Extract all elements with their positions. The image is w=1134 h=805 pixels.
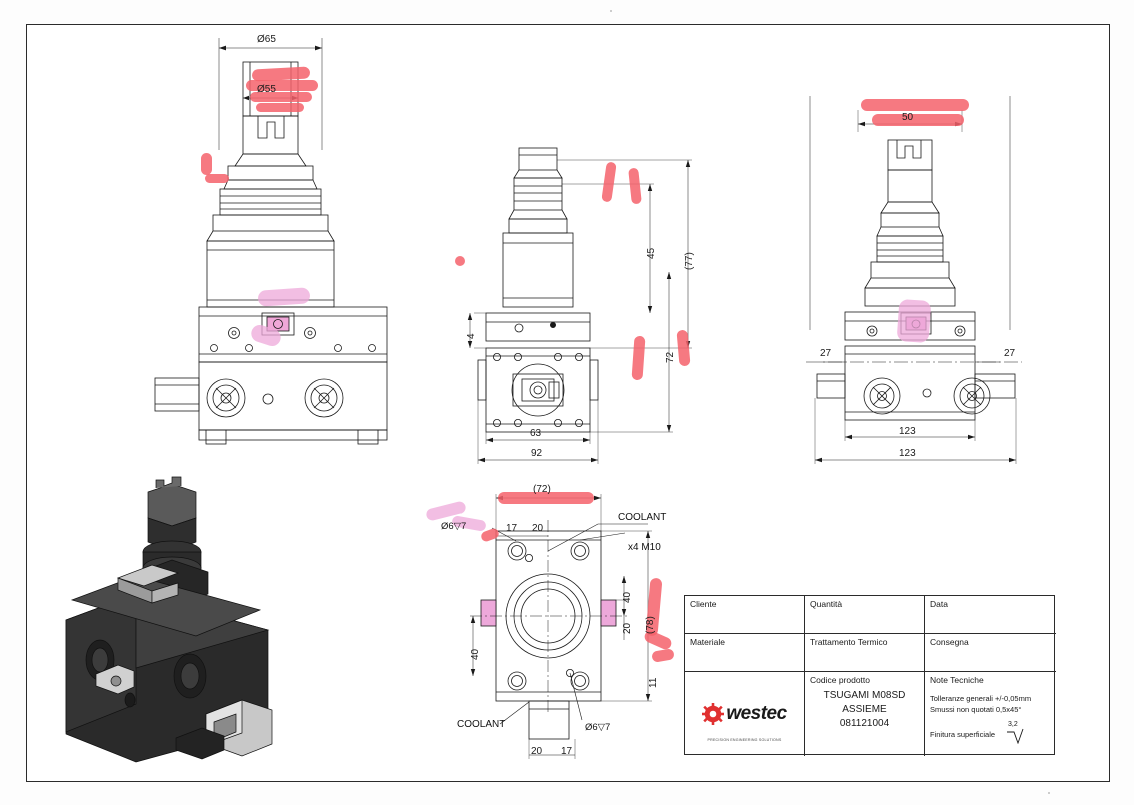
dimension-d-17b: 17 (561, 746, 573, 757)
titleblock-cell-logo (685, 672, 805, 756)
highlight-dot (455, 256, 465, 266)
note-line-3: Finitura superficiale (930, 730, 996, 739)
titleblock-cell-data (925, 596, 1056, 634)
dimension-d-45: 45 (646, 247, 657, 259)
dimension-d-63: 63 (530, 428, 542, 439)
westec-logo-subtext: PRECISION ENGINEERING SOLUTIONS (707, 738, 782, 742)
dimension-d-72p: (72) (533, 484, 551, 495)
surface-finish-symbol-icon (1006, 728, 1024, 744)
dimension-d-20b: 20 (531, 746, 543, 757)
dimension-d-40r: 40 (622, 591, 633, 603)
note-line-2: Smussi non quotati 0,5x45° (930, 705, 1022, 714)
titleblock-cell-product-code (805, 672, 925, 756)
dimension-d-4: 4 (466, 333, 477, 339)
callout-hole-right: Ø6▽7 (585, 722, 611, 733)
titleblock-label-codice-prodotto: Codice prodotto (810, 675, 871, 685)
callout-coolant-top: COOLANT (618, 512, 667, 523)
title-block (684, 595, 1055, 755)
dimension-d-50: 50 (902, 112, 914, 123)
surface-finish-value: 3,2 (1008, 721, 1018, 728)
dimension-d-20r: 20 (622, 622, 633, 634)
titleblock-label-note-tecniche: Note Tecniche (930, 675, 984, 685)
titleblock-label-trattamento: Trattamento Termico (810, 637, 888, 647)
titleblock-label-data: Data (930, 599, 948, 609)
product-code-line-2: ASSIEME (842, 704, 887, 715)
titleblock-cell-quantita (805, 596, 925, 634)
highlight-mark-pink (897, 299, 932, 343)
titleblock-cell-materiale (685, 634, 805, 672)
highlight-mark (861, 99, 969, 111)
dimension-d-123a: 123 (899, 426, 916, 437)
dimension-d-55: Ø55 (257, 84, 276, 95)
view-front-center (468, 148, 692, 464)
titleblock-label-quantita: Quantità (810, 599, 843, 609)
westec-logo (702, 703, 786, 725)
view-side-right (806, 96, 1022, 464)
dimension-d-27a: 27 (820, 348, 832, 359)
callout-coolant-bottom: COOLANT (457, 719, 506, 730)
note-line-1: Tolleranze generali +/-0,05mm (930, 694, 1032, 703)
callout-hole-left: Ø6▽7 (441, 521, 467, 532)
titleblock-cell-consegna (925, 634, 1056, 672)
callout-m10: x4 M10 (628, 542, 661, 553)
highlight-mark (872, 114, 964, 126)
dimension-d-72: 72 (665, 351, 676, 363)
dimension-d-40l: 40 (470, 648, 481, 660)
titleblock-cell-trattamento (805, 634, 925, 672)
highlight-mark (201, 153, 212, 175)
titleblock-label-materiale: Materiale (690, 637, 725, 647)
dimension-d-20t: 20 (532, 523, 544, 534)
titleblock-label-consegna: Consegna (930, 637, 969, 647)
gear-icon (702, 703, 724, 725)
highlight-mark (256, 103, 304, 112)
dimension-d-65: Ø65 (257, 34, 276, 45)
dimension-d-78r: (78) (645, 616, 656, 634)
titleblock-label-cliente: Cliente (690, 599, 717, 609)
dimension-d-17t: 17 (506, 523, 518, 534)
product-code-line-1: TSUGAMI M08SD (823, 690, 906, 701)
product-code-line-3: 081121004 (839, 718, 890, 729)
view-iso-render (66, 477, 272, 762)
dimension-d-77: (77) (684, 252, 695, 270)
dimension-d-11: 11 (648, 677, 659, 688)
dimension-d-27b: 27 (1004, 348, 1016, 359)
dimension-d-92: 92 (531, 448, 543, 459)
titleblock-cell-notes (925, 672, 1056, 756)
dimension-d-123b: 123 (899, 448, 916, 459)
highlight-mark (205, 174, 229, 183)
titleblock-cell-cliente (685, 596, 805, 634)
westec-logo-text: westec (726, 703, 787, 724)
